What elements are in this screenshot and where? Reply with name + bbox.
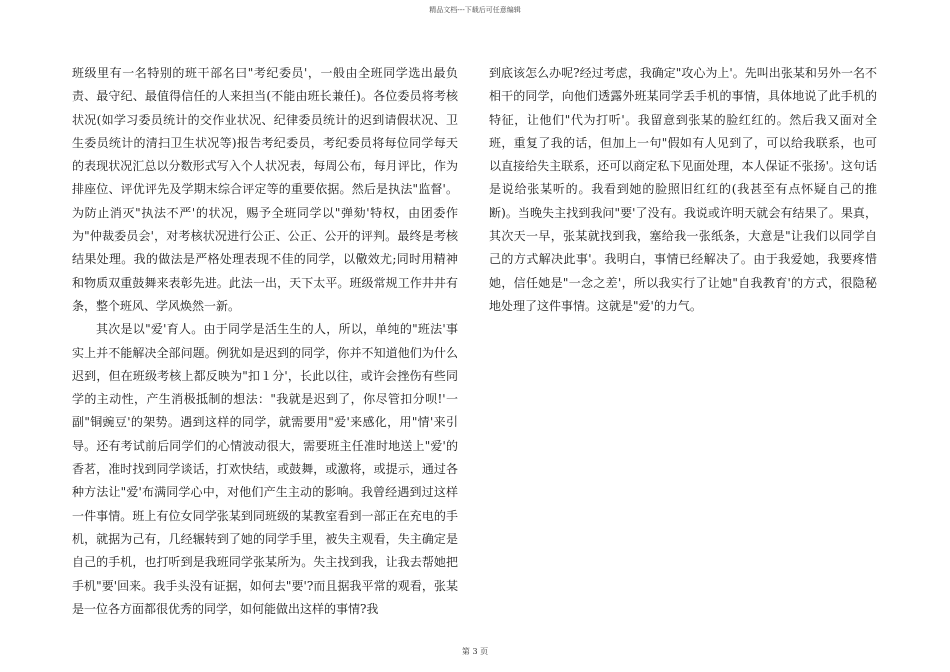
- document-header: 精品文档---下载后可任意编辑: [429, 6, 521, 14]
- right-text-column: [489, 62, 877, 318]
- page-number: 第 3 页: [461, 647, 489, 656]
- paragraph: 到底该怎么办呢?经过考虑，我确定"攻心为上'。先叫出张某和另外一名不相干的同学，向他们透露外班某同学丢手机的事情，具体地说了此手机的特征，让他们"代为打听'。我留意到张某的脸红红的。然后我又面对全班，重复了我的话，但加上一句"假如有人见到了，可以给我联系，也可以直接给失主联系，还可以商定私下见面处理，本人保证不张扬'。这句话是说给张某听的。我看到她的脸照旧红红的(我甚至有点怀疑自己的推断)。当晚失主找到我问"要'了没有。我说或许明天就会有结果了。果真，其次天一早，张某就找到我，塞给我一张纸条，大意是"让我们以同学自己的方式解决此事'。我明白，事情已经解决了。由于我爱她，我要疼惜她，信任她是"一念之差'，所以我实行了让她"自我教育'的方式，很隐秘地处理了这件事情。这就是"爱'的力气。: [489, 66, 877, 313]
- left-text-column: [72, 62, 458, 621]
- paragraph: 班级里有一名特别的班干部名曰"考纪委员'，一般由全班同学选出最负责、最守纪、最值得信任的人来担当(不能由班长兼任)。各位委员将考核状况(如学习委员统计的交作业状况、纪律委员统计的迟到请假状况、卫生委员统计的清扫卫生状况等)报告考纪委员，考纪委员将每位同学每天的表现状况汇总以分数形式写入个人状况表，每周公布，每月评比，作为排座位、评优评先及学期末综合评定等的重要依据。然后是执法"监督'。为防止消灭"执法不严'的状况，赐予全班同学以"弹劾'特权，由团委作为"仲裁委员会'，对考核状况进行公正、公正、公开的评判。最终是考核结果处理。我的做法是严格处理表现不佳的同学，以儆效尤;同时用精神和物质双重鼓舞来表彰先进。此法一出，天下太平。班级常规工作井井有条，整个班风、学风焕然一新。: [72, 66, 458, 313]
- paragraph: 其次是以"爱'育人。由于同学是活生生的人，所以，单纯的"班法'事实上并不能解决全部问题。例犹如是迟到的同学，你并不知道他们为什么迟到，但在班级考核上都反映为"扣１分'，长此以往，或许会挫伤有些同学的主动性，产生消极抵制的想法："我就是迟到了，你尽管扣分呗!'一副"铜豌豆'的架势。遇到这样的同学，就需要用"爱'来感化，用"情'来引导。还有考试前后同学们的心情波动很大，需要班主任准时地送上"爱'的香茗，准时找到同学谈话，打欢快结，或鼓舞，或激将，或提示，通过各种方法让"爱'布满同学心中，对他们产生主动的影响。我曾经遇到过这样一件事情。班上有位女同学张某到同班级的某教室看到一部正在充电的手机，就据为己有，几经辗转到了她的同学手里，被失主观看，失主确定是自己的手机，也打听到是我班同学张某所为。失主找到我，让我去帮她把手机"要'回来。我手头没有证据，如何去"要'?而且据我平常的观看，张某是一位各方面都很优秀的同学，如何能做出这样的事情?我: [72, 322, 458, 616]
